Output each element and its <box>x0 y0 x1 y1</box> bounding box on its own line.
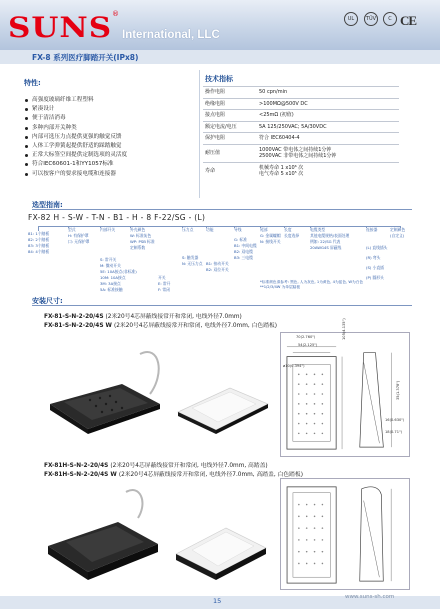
registered-mark: ® <box>112 10 119 18</box>
switch-option: M: 微动开关 <box>100 263 121 268</box>
model-description: (2米20号4芯屏蔽线接常开和常闭, 电线外径7.0mm) <box>105 314 242 320</box>
spec-value: 1000VAC 带电体之间持续1分钟 2500VAC 非带电体之间持续1分钟 <box>257 144 399 162</box>
model-description: (2米20号4芯屏蔽线接常开和常闭, 电线外径7.0mm, 白色踏板) <box>113 323 278 329</box>
guide-line <box>68 226 69 228</box>
model-number: FX-81-S-N-2-20/4S <box>44 314 104 320</box>
switch-label: 内部开关 <box>100 227 116 232</box>
dimension-label: ø10(0.394") <box>283 364 305 368</box>
series-option: 82: 2个踏板 <box>28 237 50 242</box>
model-description: (2米20号4芯屏蔽线接常开和常闭, 电线外径7.0mm, 高踏盖, 白色踏板) <box>118 472 303 478</box>
function-option: B1: 按动开关 <box>206 261 229 266</box>
function-label: 功能 <box>206 227 214 232</box>
model-description: (2米20号4芯屏蔽线接常开和常闭, 电线外径7.0mm, 高踏盖) <box>110 463 268 469</box>
footswitch-photo-black <box>30 334 170 438</box>
contact-option: 10M: 10A接点 <box>100 275 126 280</box>
model-caption <box>44 469 303 478</box>
spec-key: 保护电阻 <box>203 133 257 145</box>
cable-example: 例如: 22/SG 代表 <box>310 239 341 244</box>
length-label: 长度 <box>284 227 292 232</box>
model-number: FX-81-S-N-2-20/4S W <box>44 323 112 329</box>
feature-item: 便于清洁消毒 <box>24 114 194 123</box>
certification-seal-icon: C <box>383 12 397 26</box>
website-url[interactable]: www.suns-sh.com <box>345 594 395 600</box>
cover-option: W: 标准灰色 <box>130 233 152 238</box>
function-option: B2: 双位开关 <box>206 267 229 272</box>
certification-seal-icon: UL <box>344 12 358 26</box>
feature-item: 多种内部开关种类 <box>24 124 194 133</box>
spec-value: >100MΩ@500V DC <box>257 98 399 110</box>
guide-line <box>38 226 39 231</box>
page-title: FX-8 系列医疗脚踏开关(IPx8) <box>32 53 139 62</box>
spec-row <box>203 144 399 162</box>
dimension-drawing <box>280 332 410 457</box>
spec-value: 符合 IEC60404-4 <box>257 133 399 145</box>
contact-option: 5A: 标准接触 <box>100 287 123 292</box>
wire-option: B2: 双电缆 <box>234 249 253 254</box>
model-caption <box>44 320 277 329</box>
dimension-label: 18(0.71") <box>385 430 403 434</box>
length-selection: 长度选择 <box>284 233 300 238</box>
spec-row <box>203 110 399 122</box>
ce-mark: CE <box>400 13 417 28</box>
wire-label: 导线 <box>234 227 242 232</box>
spec-value: 50 cpn/min <box>257 87 399 99</box>
feature-item: 正常大标签空间提供定制选项的灵活度 <box>24 151 194 160</box>
spec-key: 操作电阻 <box>203 87 257 99</box>
custom-color-option: (自定义) <box>390 233 405 238</box>
section-rule <box>32 209 412 210</box>
guide-line <box>206 226 207 228</box>
feature-item: 内部可选压力点提供更强的触觉反馈 <box>24 133 194 142</box>
guide-line <box>284 226 285 228</box>
contact-option: 5E: 10A接点(非标准) <box>100 269 137 274</box>
model-caption <box>44 311 242 320</box>
feature-item: 紧凑设计 <box>24 105 194 114</box>
contact-option: 3M: 3A接点 <box>100 281 121 286</box>
guide-line <box>366 226 367 228</box>
note-line: *标准颜色请参考: 黑色, 人为灰色, 1为黄色, 4为蓝色, W为白色 <box>260 280 364 284</box>
footswitch-photo-black-high-cover <box>30 482 170 586</box>
feature-item: 高强度玻璃纤维工程塑料 <box>24 96 194 105</box>
connector-option: (R) 弯头 <box>366 255 381 260</box>
footswitch-photo-white-high-cover <box>164 482 279 586</box>
spec-row <box>203 87 399 99</box>
tail-label: 尾部 <box>260 227 268 232</box>
spec-key: 绝缘电阻 <box>203 98 257 110</box>
spec-value: 5A 125/250VAC; 5A/30VDC <box>257 121 399 133</box>
company-name: International, LLC <box>122 29 220 41</box>
cable-example: 20AWG4S 屏蔽线 <box>310 245 342 250</box>
type-option: H: 有保护罩 <box>68 233 89 238</box>
specs-heading: 技术指标 <box>205 75 233 83</box>
custom-color-label: 定制颜色 <box>390 227 406 232</box>
cable-spec: 其他电缆规格/表面处理 <box>310 233 350 238</box>
switch-type-option: F: 常闭 <box>158 287 170 292</box>
guide-line <box>100 226 101 228</box>
spec-value: <25mΩ (初值) <box>257 110 399 122</box>
feature-item: 可以按客户的要求接电缆和连接器 <box>24 170 194 179</box>
model-caption <box>44 460 268 469</box>
page-number: 15 <box>213 597 222 605</box>
dimension-label: 16(0.630") <box>385 418 405 422</box>
spec-key: 耐压值 <box>203 144 257 162</box>
guide-line <box>234 226 235 228</box>
wire-option: B1: 中间电缆 <box>234 243 257 248</box>
series-option: 84: 4个踏板 <box>28 249 50 254</box>
brand-logo: SUNS <box>8 11 113 45</box>
guide-line <box>38 226 400 227</box>
point-option: N: 无压力点 <box>182 261 203 266</box>
spec-row <box>203 162 399 180</box>
switch-type-option: E: 常开 <box>158 281 171 286</box>
dimension-label: 35(1.378") <box>396 380 400 400</box>
cover-option: 定制系数 <box>130 245 146 250</box>
model-code: FX-82 H - S-W - T-N - B1 - H - 8 F-22/SG - (L) <box>28 213 206 222</box>
spec-value: 机械寿命 1 x10⁶ 次 电气寿命 5 x10⁵ 次 <box>257 162 399 180</box>
dimension-label: 70(2.760") <box>296 335 316 339</box>
section-divider <box>199 70 200 198</box>
dimension-label: 105(4.135") <box>342 318 346 340</box>
feature-item: 符合IEC60601-1和YY1057标准 <box>24 160 194 169</box>
spec-key: 接点电阻 <box>203 110 257 122</box>
cover-label: 外壳颜色 <box>130 227 146 232</box>
guide-line <box>182 226 183 228</box>
spec-row <box>203 98 399 110</box>
certification-seal-icon: TÜV <box>364 12 378 26</box>
wire-option: G: 标准 <box>234 237 248 242</box>
features-heading: 特性: <box>24 79 41 87</box>
features-list <box>24 96 194 179</box>
spec-row <box>203 133 399 145</box>
series-option: 83: 3个踏板 <box>28 243 50 248</box>
connector-option: (L) 直线插头 <box>366 245 388 250</box>
point-option: S: 触发器 <box>182 255 199 260</box>
type-option: 口: 无保护罩 <box>68 239 90 244</box>
type-label: 型式 <box>68 227 76 232</box>
model-number: FX-81H-S-N-2-20/4S <box>44 463 109 469</box>
guide-line <box>260 226 261 228</box>
connector-option: (P) 圆形头 <box>366 275 384 280</box>
switch-type-label: 开关 <box>158 275 166 280</box>
feature-item: 人体工学弹簧起提供舒适的踩踏触觉 <box>24 142 194 151</box>
connector-option: (S) 小直插 <box>366 265 384 270</box>
spec-table <box>203 86 399 180</box>
cover-option: WP: PSB 标准 <box>130 239 155 244</box>
dimension-drawing-high-cover <box>280 478 410 590</box>
spec-key: 寿命 <box>203 162 257 180</box>
title-band <box>0 50 440 64</box>
tail-option: G: 金属螺帽 <box>260 233 281 238</box>
guide-line <box>130 226 131 228</box>
point-label: 压力点 <box>182 227 194 232</box>
model-number: FX-81H-S-N-2-20/4S W <box>44 472 117 478</box>
selection-heading: 选型指南: <box>32 201 63 209</box>
color-note <box>260 280 363 290</box>
connector-label: 连接器 <box>366 227 378 232</box>
guide-line <box>400 226 401 228</box>
dimension-label: 54(2.125") <box>298 343 318 347</box>
dims-heading: 安装尺寸: <box>32 297 63 305</box>
spec-row <box>203 121 399 133</box>
tail-option: N: 接线开关 <box>260 239 281 244</box>
guide-line <box>310 226 311 228</box>
page-header <box>0 0 440 50</box>
spec-key: 额定电流/电压 <box>203 121 257 133</box>
note-line: **1/2/3/4W 为单层踏板 <box>260 285 301 289</box>
section-rule <box>32 305 412 306</box>
wire-option: B3: 三电缆 <box>234 255 253 260</box>
cable-label: 电缆类型 <box>310 227 326 232</box>
series-option: 81: 1个踏板 <box>28 231 50 236</box>
footswitch-photo-white <box>164 334 279 438</box>
switch-option: S: 常开关 <box>100 257 117 262</box>
